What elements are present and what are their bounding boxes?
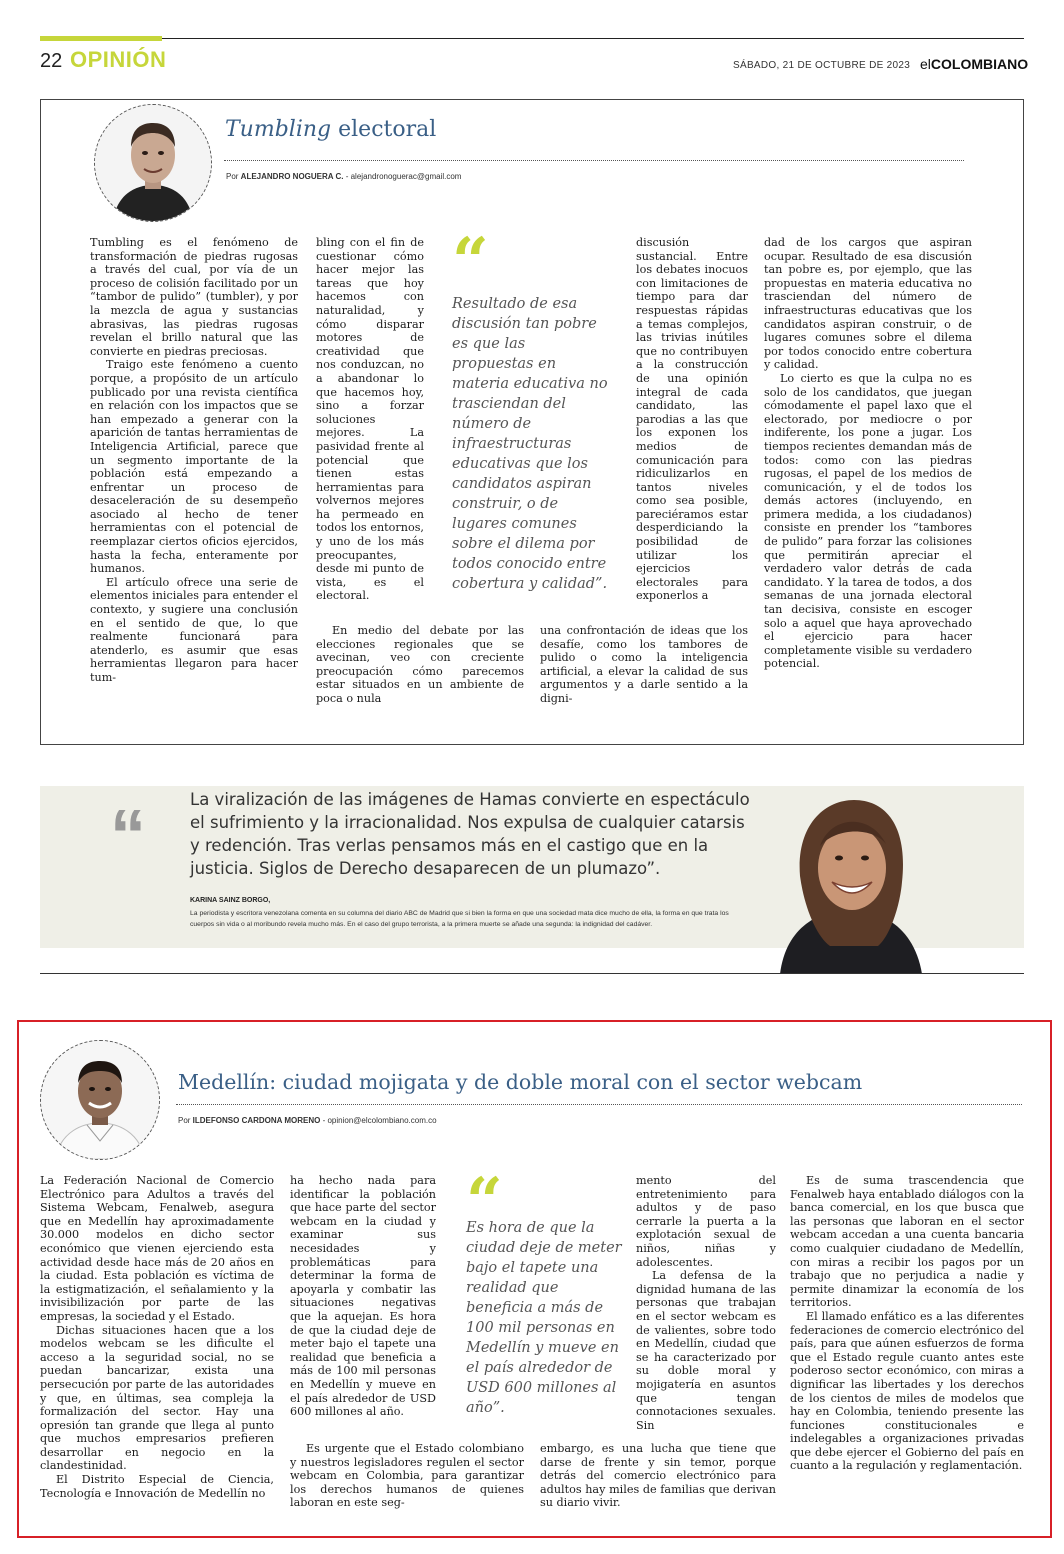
paragraph: La defensa de la dignidad humana de las personas que trabajan en el sector webcam es de valientes, sobre todo en Medellín, ciudad que se ha caracterizado por su doble moral y mojigatería en asuntos que tengan connotaciones sexuales. Sin (636, 1269, 776, 1432)
article-title: Medellín: ciudad mojigata y de doble moral con el sector webcam (178, 1070, 863, 1094)
article-column-34-bottom (540, 1442, 776, 1510)
header-rule (40, 38, 1024, 39)
paragraph: dad de los cargos que aspiran ocupar. Resultado de esa discusión tan pobre es, por ejemplo, que las propuestas en materia educativa no trasciendan del número de infraestructuras educativas que los candidatos aspiran construir, o de lugares comunes sobre el dilema por todos conocido entre cobertura y calidad. (764, 236, 972, 372)
byline-prefix: Por (226, 172, 241, 181)
header-accent-bar (40, 36, 162, 41)
author-email[interactable]: - alejandronoguerac@gmail.com (343, 172, 462, 181)
byline-prefix: Por (178, 1116, 193, 1125)
section-divider (40, 973, 1024, 974)
article-byline (226, 172, 461, 181)
avatar-photo-icon (41, 1041, 159, 1159)
title-dotted-rule (224, 160, 964, 161)
author-name: ALEJANDRO NOGUERA C. (240, 172, 344, 181)
article-column-4 (636, 236, 748, 603)
author-photo (40, 1040, 160, 1160)
paragraph: mento del entretenimiento para adultos y de paso cerrarle la puerta a la explotación sexual de niños, niñas y adolescentes. (636, 1174, 776, 1269)
article-column-1 (90, 236, 298, 685)
quote-mark-icon: “ (452, 224, 489, 299)
paragraph: El Distrito Especial de Ciencia, Tecnología e Innovación de Medellín no (40, 1473, 274, 1500)
quote-mark-icon: “ (110, 796, 146, 876)
article-column-34-bottom (540, 624, 748, 706)
article-column-2 (290, 1174, 436, 1419)
portrait-photo-icon (750, 786, 950, 974)
article-column-5 (790, 1174, 1024, 1473)
paragraph: El artículo ofrece una serie de elementos iniciales para entender el contexto, y sugiere una conclusión en el sentido de que, lo que realmente funcionará para atenderlo, es asumir que esas herramientas llegaron para hacer tum- (90, 575, 298, 684)
article-title (225, 117, 436, 142)
paragraph: ha hecho nada para identificar la población que hace parte del sector webcam en la ciudad y examinar sus necesidades y problemáticas para determinar la forma de apoyarla y combatir las situaciones negativas que la aquejan. Es hora de que la ciudad deje de meter bajo el tapete una realidad que beneficia a más de 100 mil personas en Medellín y mueve en el país alrededor de USD 600 millones al año. (290, 1174, 436, 1419)
title-rest: electoral (331, 117, 437, 142)
author-photo (94, 104, 212, 222)
newspaper-logo (920, 56, 1028, 72)
quote-author-photo (750, 786, 950, 974)
title-italic-part: Tumbling (225, 117, 332, 142)
paragraph: Es urgente que el Estado colombiano y nuestros legisladores regulen el sector webcam en Colombia, para garantizar los derechos humanos de quienes laboran en este seg- (290, 1442, 524, 1510)
paragraph: Dichas situaciones hacen que a los modelos webcam se les dificulte el acceso a la seguridad social, no se puedan bancarizar, exista una persecución por parte de las autoridades y que, en últimas, sea compleja la formalización del sector. Hay una opresión tan grande que llega al punto que muchos empresarios prefieren desarrollar en negocio en la clandestinidad. (40, 1323, 274, 1473)
avatar-photo-icon (95, 105, 211, 221)
article-column-5 (764, 236, 972, 671)
issue-date: SÁBADO, 21 DE OCTUBRE DE 2023 (733, 60, 911, 71)
article-column-2 (316, 236, 424, 603)
article-column-4 (636, 1174, 776, 1432)
paragraph: bling con el fin de cuestionar cómo hacer mejor las tareas que hoy hacemos con naturalidad, y cómo disparar motores de creatividad que nos conduzcan, no a abandonar lo que hacemos hoy, sino a forzar soluciones mejores. La pasividad frente al potencial que tienen estas herramientas para volvernos mejores ha permeado en todos los entornos, y uno de los más preocupantes, desde mi punto de vista, es el electoral. (316, 236, 424, 603)
paragraph: El llamado enfático es a las diferentes federaciones de comercio electrónico del país, para que aúnen esfuerzos de forma que el Estado regule cuanto antes este poderoso sector económico, con miras a dignificar las libertades y los derechos de los cientos de miles de modelos que hay en Colombia, teniendo presente las funciones constitucionales e indelegables a organizaciones privadas que debe ejercer el Gobierno del país en cuanto a la regulación y reglamentación. (790, 1309, 1024, 1473)
pull-quote: Resultado de esa discusión tan pobre es que las propuestas en materia educativa no trasciendan del número de infraestructuras educativas que los candidatos aspiran construir, o de lugares comunes sobre el dilema por todos conocido entre cobertura y calidad”. (452, 296, 608, 592)
paragraph: La Federación Nacional de Comercio Electrónico para Adultos a través del Sistema Webcam, Fenalweb, asegura que en Medellín hay aproximadamente 30.000 modelos en dicho sector económico que vienen ejerciendo esta actividad desde hace más de 20 años en la ciudad. Esta población es víctima de la estigmatización, el señalamiento y la invisibilización por parte de las empresas, la sociedad y el Estado. (40, 1174, 274, 1323)
article-column-1 (40, 1174, 274, 1500)
article-column-2-bottom (316, 624, 524, 706)
paragraph: una confrontación de ideas que los desafíe, como los tambores de pulido o como la inteligencia artificial, a elevar la calidad de sus argumentos y a darle sentido a la digni- (540, 624, 748, 705)
logo-prefix: el (920, 56, 931, 72)
article-byline (178, 1116, 437, 1125)
page-number: 22 (40, 50, 63, 72)
paragraph: Tumbling es el fenómeno de transformación de piedras rugosas a través del cual, por vía de un proceso de colisión facilitado por un “tambor de pulido” (tumbler), y por la mezcla de agua y sustancias abrasivas, las piedras rugosas revelan el brillo natural que las convierte en piedras preciosas. (90, 236, 298, 358)
quote-author-description: La periodista y escritora venezolana comenta en su columna del diario ABC de Madrid que si bien la forma en que una sociedad mata dice mucho de ella, la forma en que trata los cuerpos sin vida o al moribundo revela mucho más. En el caso del grupo terrorista, a la primera muerte se añade una segunda: la indignidad del cadáver. (190, 910, 729, 928)
paragraph: Lo cierto es que la culpa no es solo de los candidatos, que juegan cómodamente el papel laxo que el electorado, por mediocre o por indiferente, los pone a jugar. Los tiempos recientes demandan más de todos: como con las piedras rugosas, el papel de los medios de comunicación, y el de todos los demás actores (incluyendo, en primera medida, a los ciudadanos) consiste en prender los “tambores de pulido” para forzar las colisiones que permitirán apreciar el verdadero valor detrás de cada candidato. Y la tarea de todos, a dos semanas de una jornada electoral tan decisiva, consiste en escoger solo a aquel que haya aprovechado el ejercicio para hacer completamente visible su verdadero potencial. (764, 371, 972, 671)
quote-mark-icon: “ (466, 1164, 503, 1239)
author-name: ILDEFONSO CARDONA MORENO (192, 1116, 321, 1125)
logo-name: COLOMBIANO (930, 56, 1029, 72)
quote-author-name: KARINA SAINZ BORGO, (190, 897, 271, 904)
author-email[interactable]: - opinion@elcolombiano.com.co (320, 1116, 437, 1125)
paragraph: Traigo este fenómeno a cuento porque, a propósito de un artículo publicado por una revista científica en relación con los impactos que se han empezado a generar con la aparición de tantas herramientas de Inteligencia Artificial, parece que un segmento importante de la población está empezando a enfrentar un proceso de desaceleración de su desempeño asociado al hecho de tener herramientas con el potencial de reemplazar ciertos oficios ejercidos, hasta la fecha, enteramente por humanos. (90, 358, 298, 576)
featured-quote: La viralización de las imágenes de Hamas convierte en espectáculo el sufrimiento y la irracionalidad. Nos expulsa de cualquier catarsis y redención. Tras verlas pensamos más en el castigo que en la justicia. Siglos de Derecho desaparecen de un plumazo”. (190, 790, 750, 878)
section-title: OPINIÓN (70, 47, 167, 72)
paragraph: discusión sustancial. Entre los debates inocuos con limitaciones de tiempo para dar respuestas rápidas a temas complejos, las trivias inútiles que no contribuyen a la construcción de una opinión integral de cada candidato, las parodias a las que los exponen los medios de comunicación para ridiculizarlos en tantos niveles como sea posible, pareciéramos estar desperdiciando la posibilidad de utilizar los ejercicios electorales para exponerlos a (636, 236, 748, 603)
paragraph: En medio del debate por las elecciones regionales que se avecinan, veo con creciente preocupación cómo parecemos estar situados en un ambiente de poca o nula (316, 624, 524, 705)
title-dotted-rule (176, 1104, 1022, 1105)
paragraph: Es de suma trascendencia que Fenalweb haya entablado diálogos con la banca comercial, en los que busca que las personas que laboran en el sector webcam accedan a una cuenta bancaria como cualquier ciudadano de Medellín, con miras a recibir los pagos por un trabajo que no perjudica a nadie y permite dinamizar la economía de los territorios. (790, 1174, 1024, 1310)
article-column-2-bottom (290, 1442, 524, 1510)
pull-quote: Es hora de que la ciudad deje de meter bajo el tapete una realidad que beneficia a más de 100 mil personas en Medellín y mueve en el país alrededor de USD 600 millones al año”. (466, 1220, 622, 1416)
paragraph: embargo, es una lucha que tiene que darse de frente y sin temor, porque detrás del comercio electrónico para adultos hay miles de familias que derivan su diario vivir. (540, 1442, 776, 1510)
